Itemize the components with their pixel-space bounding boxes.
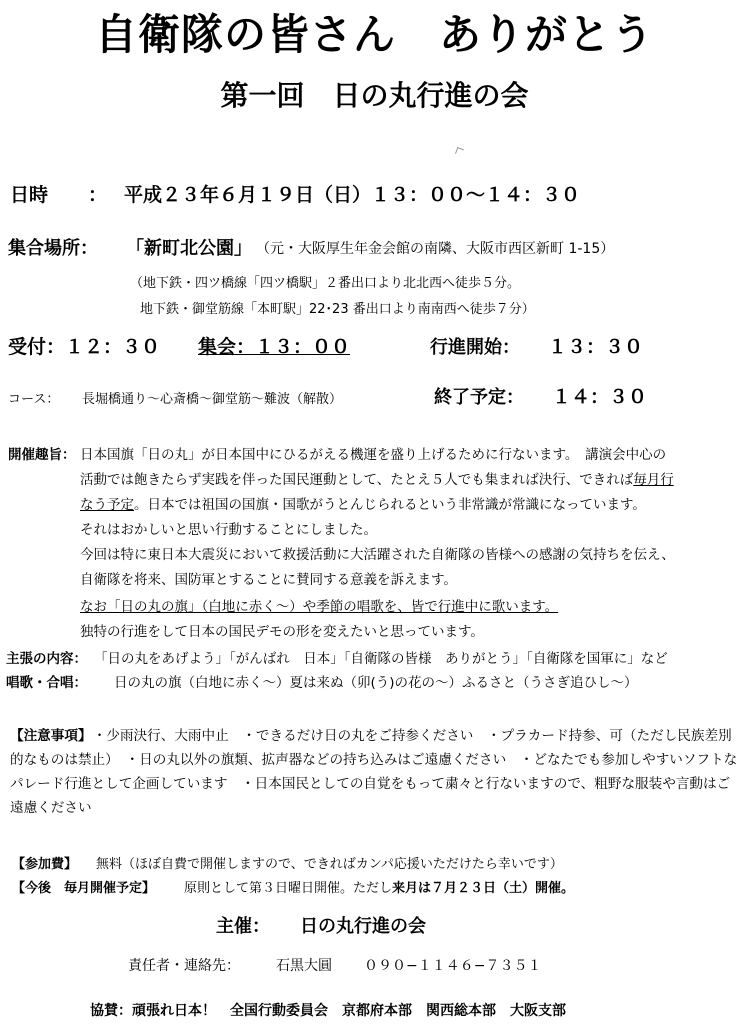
- notes-label: 【注意事項】: [10, 728, 85, 744]
- reception-time: 受付：１２：３０: [8, 336, 161, 358]
- claims-label: 主張の内容：: [6, 651, 87, 667]
- venue-name: 「新町北公園」: [126, 238, 252, 259]
- venue-detail: （元・大阪厚生年金会館の南隣、大阪市西区新町 1-15）: [256, 241, 615, 257]
- contact-name: 石黒大圓: [276, 958, 332, 974]
- organizer-name: 日の丸行進の会: [300, 916, 426, 937]
- contact-label: 責任者・連絡先：: [128, 958, 240, 974]
- organizer-label: 主催：: [216, 916, 270, 937]
- purpose-line-6: 自衛隊を将来、国防軍とすることに賛同する意義を訴えます。: [80, 572, 457, 588]
- songs-label: 唱歌・合唱：: [6, 675, 87, 691]
- march-start-time: １３：３０: [548, 336, 644, 358]
- end-time: １４：３０: [552, 386, 648, 408]
- purpose-line-2: 活動では飽きたらず実践を伴った国民運動として、たとえ５人でも集まれば決行、できれば毎月行: [80, 472, 674, 488]
- venue-label: 集合場所：: [8, 238, 98, 259]
- notes-block: [10, 724, 740, 820]
- sponsors: 協賛：頑張れ日本！ 全国行動委員会 京都府本部 関西総本部 大阪支部: [90, 1003, 566, 1019]
- page-subtitle: 第一回 日の丸行進の会: [220, 79, 529, 112]
- march-start-label: 行進開始：: [430, 337, 520, 358]
- purpose-line-1: 日本国旗「日の丸」が日本国中にひるがえる機運を盛り上げるために行ないます。 講演会中心の: [80, 447, 667, 463]
- claims-value: 「日の丸をあげよう」「がんばれ 日本」「自衛隊の皆様 ありがとう」「自衛隊を国軍に」など: [94, 651, 668, 667]
- contact-phone: ０９０−１１４６−７３５１: [364, 958, 542, 974]
- notes-text: ・少雨決行、大雨中止 ・できるだけ日の丸をご持参ください ・プラカード持参、可（ただし民族差別的なものは禁止） ・日の丸以外の旗類、拡声器などの持ち込みはご遠慮ください ・どなたでも参加しやすいソフトなパレード行進として企画しています ・日本国民としての自覚をもって粛々と行ないますので、粗野な服装や言動はご遠慮ください: [10, 728, 738, 816]
- datetime-label: 日時: [10, 184, 49, 206]
- purpose-line-4: それはおかしいと思い行動することにしました。: [80, 522, 377, 538]
- songs-value: 日の丸の旗（白地に赤く〜）夏は来ぬ（卯(う)の花の〜）ふるさと（うさぎ追ひし〜）: [114, 675, 638, 691]
- fee-label: 【参加費】: [12, 857, 78, 872]
- course-value: 長堀橋通り〜心斎橋〜御堂筋〜難波（解散）: [82, 392, 343, 407]
- datetime-value: 平成２３年６月１９日（日）１３：００〜１４：３０: [124, 184, 581, 206]
- purpose-line-7: なお「日の丸の旗」（白地に赤く〜）や季節の唱歌を、皆で行進中に歌います。: [80, 599, 559, 615]
- purpose-line-3: なう予定。日本では祖国の国旗・国歌がうとんじられるという非常識が常識になっています。: [80, 497, 646, 513]
- future-label: 【今後 毎月開催予定】: [12, 881, 156, 896]
- purpose-line-5: 今回は特に東日本大震災において救援活動に大活躍された自衛隊の皆様への感謝の気持ちを伝え、: [80, 547, 675, 563]
- course-label: コース：: [8, 392, 60, 407]
- venue-access-1: （地下鉄・四ツ橋線「四ツ橋駅」２番出口より北北西へ徒歩５分。: [130, 276, 521, 291]
- assembly-time: 集会：１３：００: [198, 336, 351, 358]
- future-value: 原則として第３日曜日開催。ただし来月は７月２３日（土）開催。: [184, 881, 575, 896]
- purpose-label: 開催趣旨：: [8, 447, 76, 463]
- datetime-colon: ：: [88, 184, 108, 206]
- page-title: 自衛隊の皆さん ありがとう: [94, 10, 654, 59]
- end-time-label: 終了予定：: [434, 387, 524, 408]
- venue-access-2: 地下鉄・御堂筋線「本町駅」22･23 番出口より南南西へ徒歩７分）: [140, 302, 535, 317]
- scan-speck: [455, 147, 464, 156]
- purpose-line-8: 独特の行進をして日本の国民デモの形を変えたいと思っています。: [80, 624, 484, 640]
- fee-value: 無料（ほぼ自費で開催しますので、できればカンパ応援いただけたら幸いです）: [96, 857, 563, 872]
